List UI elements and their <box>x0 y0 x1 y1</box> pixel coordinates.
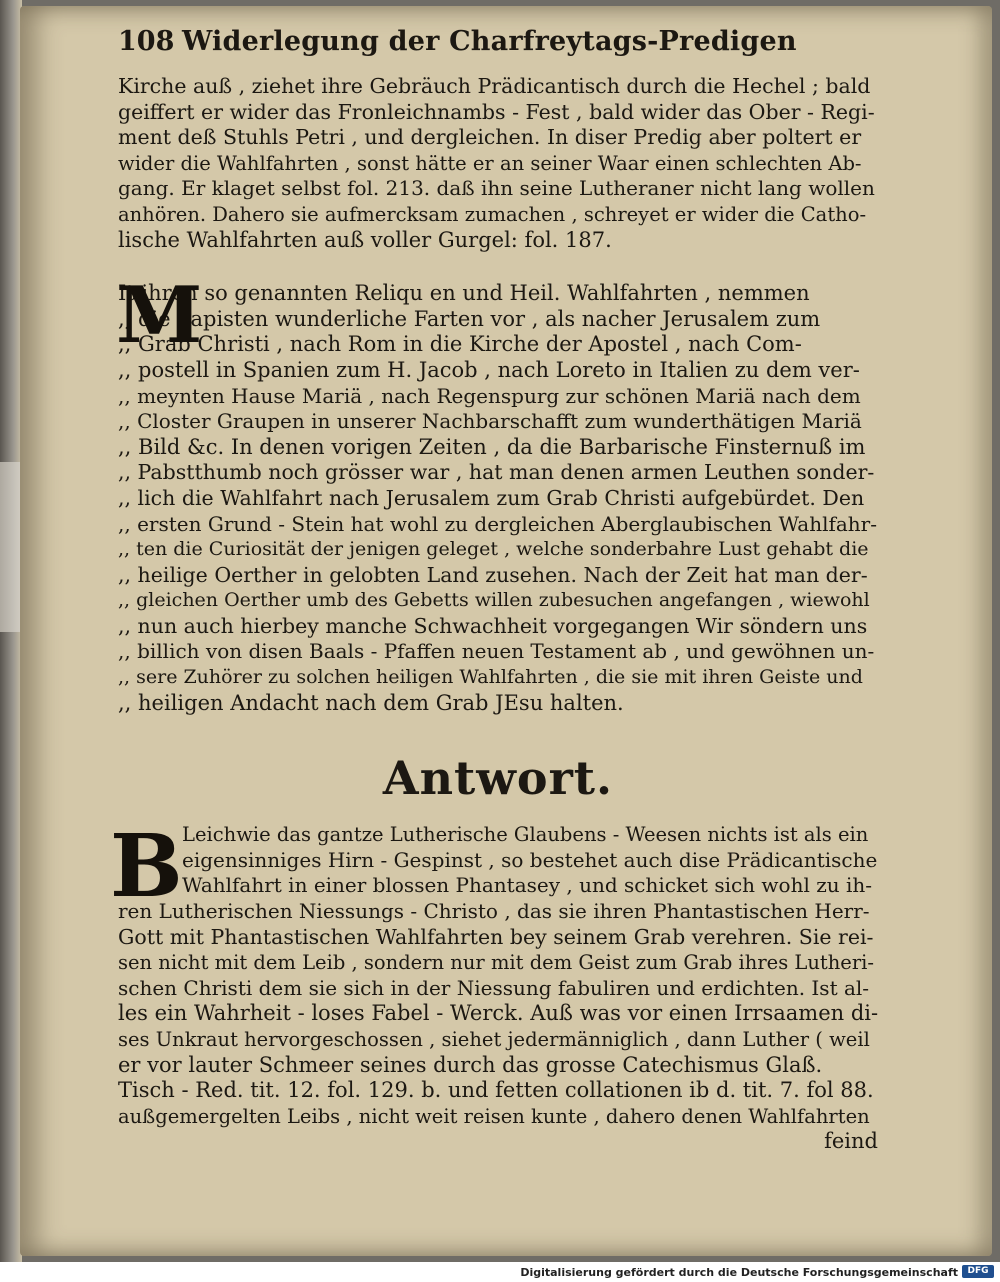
quoted-passage <box>116 270 878 716</box>
text-line: anhören. Dahero sie aufmercksam zumachen , schreyet er wider die Catho- <box>118 202 867 226</box>
text-line: ses Unkraut hervorgeschossen , siehet jedermänniglich , dann Luther ( weil <box>118 1028 870 1051</box>
text-line: er vor lauter Schmeer seines durch das grosse Catechismus Glaß. <box>118 1052 823 1077</box>
drop-cap-m: M <box>116 270 203 362</box>
text-line: Kirche auß , ziehet ihre Gebräuch Prädicantisch durch die Hechel ; bald <box>118 74 871 98</box>
text-line: ,, Grab Christi , nach Rom in die Kirche der Apostel , nach Com- <box>118 332 802 357</box>
text-line: Wahlfahrt in einer blossen Phantasey , und schicket sich wohl zu ih- <box>182 873 873 898</box>
page-number: 108 <box>118 26 175 57</box>
text-line: ,, die Papisten wunderliche Farten vor , als nacher Jerusalem zum <box>118 306 821 331</box>
running-title: Widerlegung der Charfreytags-Predigen <box>182 26 797 57</box>
text-line: ,, Pabstthumb noch grösser war , hat man denen armen Leuthen sonder- <box>118 460 875 485</box>
text-line: ,, postell in Spanien zum H. Jacob , nach Loreto in Italien zu dem ver- <box>118 357 860 382</box>
text-line: ren Lutherischen Niessungs - Christo , das sie ihren Phantastischen Herr- <box>118 899 870 924</box>
text-line: ,, heiligen Andacht nach dem Grab JEsu halten. <box>118 690 624 715</box>
drop-cap-b: B <box>110 816 183 918</box>
page-content <box>110 26 879 1155</box>
text-line: ,, heilige Oerther in gelobten Land zusehen. Nach der Zeit hat man der- <box>118 562 868 587</box>
footer-bar <box>0 1262 1000 1282</box>
text-line: ,, ersten Grund - Stein hat wohl zu dergleichen Aberglaubischen Wahlfahr- <box>118 511 877 536</box>
catchword: feind <box>824 1129 878 1154</box>
text-line: ,, Bild &c. In denen vorigen Zeiten , da die Barbarische Finsternuß im <box>118 434 866 459</box>
text-line: Tisch - Red. tit. 12. fol. 129. b. und fetten collationen ib d. tit. 7. fol 88. <box>118 1078 874 1103</box>
section-heading: Antwort. <box>382 751 614 806</box>
text-line: les ein Wahrheit - loses Fabel - Werck. Auß was vor einen Irrsaamen di- <box>118 1001 879 1026</box>
text-line: außgemergelten Leibs , nicht weit reisen kunte , dahero denen Wahlfahrten <box>118 1104 870 1128</box>
text-line: ,, Closter Graupen in unserer Nachbarschafft zum wunderthätigen Mariä <box>118 409 862 434</box>
text-line: ,, billich von disen Baals - Pfaffen neuen Testament ab , und gewöhnen un- <box>118 639 875 664</box>
funding-notice: Digitalisierung gefördert durch die Deutsche Forschungsgemeinschaft <box>520 1266 958 1279</box>
text-line: gang. Er klaget selbst fol. 213. daß ihn seine Lutheraner nicht lang wollen <box>118 176 875 201</box>
text-line: ,, sere Zuhörer zu solchen heiligen Wahlfahrten , die sie mit ihren Geiste und <box>118 666 863 689</box>
text-line: ,, meynten Hause Mariä , nach Regenspurg zur schönen Mariä nach dem <box>118 383 861 408</box>
dfg-logo: DFG <box>962 1265 994 1278</box>
text-line: ment deß Stuhls Petri , und dergleichen. In diser Predig aber poltert er <box>118 125 862 150</box>
text-line: sen nicht mit dem Leib , sondern nur mit dem Geist zum Grab ihres Lutheri- <box>118 951 874 975</box>
text-line: ,, lich die Wahlfahrt nach Jerusalem zum Grab Christi aufgebürdet. Den <box>118 485 865 510</box>
text-line: ,, ten die Curiosität der jenigen geleget , welche sonderbahre Lust gehabt die <box>118 538 869 561</box>
text-line: schen Christi dem sie sich in der Niessung fabuliren und erdichten. Ist al- <box>118 975 870 1000</box>
text-line: ,, gleichen Oerther umb des Gebetts willen zubesuchen angefangen , wiewohl <box>118 589 870 612</box>
text-line: wider die Wahlfahrten , sonst hätte er an seiner Waar einen schlechten Ab- <box>118 151 862 175</box>
text-line: eigensinniges Hirn - Gespinst , so bestehet auch dise Prädicantische <box>182 847 878 872</box>
text-line: Leichwie das gantze Lutherische Glaubens - Weesen nichts ist als ein <box>182 823 869 847</box>
intro-paragraph <box>118 74 878 253</box>
text-line: It ihren so genannten Reliqu en und Heil. Wahlfahrten , nemmen <box>118 281 810 306</box>
text-line: lische Wahlfahrten auß voller Gurgel: fol. 187. <box>118 227 612 252</box>
text-line: Gott mit Phantastischen Wahlfahrten bey seinem Grab verehren. Sie rei- <box>118 924 874 949</box>
text-line: ,, nun auch hierbey manche Schwachheit vorgegangen Wir söndern uns <box>118 613 868 638</box>
answer-paragraph <box>110 816 879 1155</box>
running-head <box>118 26 878 72</box>
text-line: geiffert er wider das Fronleichnambs - Fest , bald wider das Ober - Regi- <box>118 99 875 124</box>
